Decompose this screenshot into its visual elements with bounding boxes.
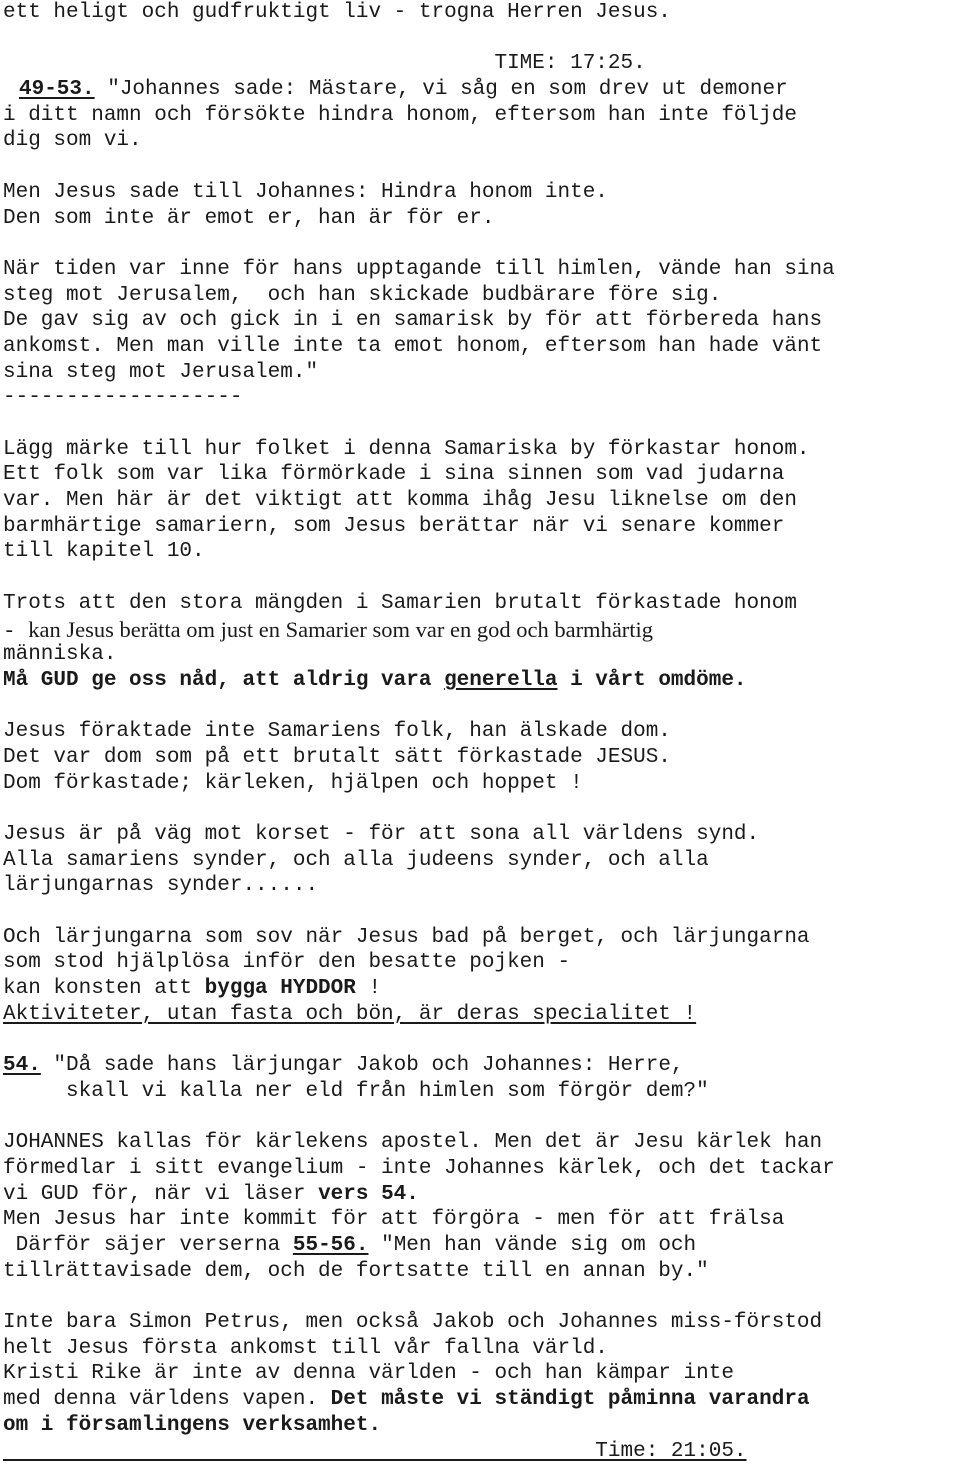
separator: ------------------- <box>3 385 958 411</box>
text-line: Kristi Rike är inte av denna världen - och han kämpar inte <box>3 1361 958 1387</box>
text-line: Och lärjungarna som sov när Jesus bad på berget, och lärjungarna <box>3 925 958 951</box>
verse-text: "Johannes sade: Mästare, vi såg en som drev ut demoner <box>95 78 788 101</box>
text-line <box>3 334 958 360</box>
verse-ref: 54. <box>3 1054 41 1077</box>
text-segment: Må GUD ge oss nåd, att aldrig vara <box>3 669 444 692</box>
text-line: helt Jesus första ankomst till vår fallna värld. <box>3 1336 958 1362</box>
text-segment: Men här är det viktigt att komma ihåg Jesu liknelse om den <box>53 489 797 512</box>
text-segment: - <box>3 621 28 644</box>
text-line: sina steg mot Jerusalem." <box>3 360 958 386</box>
text-line: skall vi kalla ner eld från himlen som förgör dem?" <box>3 1079 958 1105</box>
text-line: steg mot Jerusalem, och han skickade budbärare före sig. <box>3 283 958 309</box>
time-label: Time: 21:05. <box>3 1440 747 1463</box>
text-line: Men Jesus har inte kommit för att förgöra - men för att frälsa <box>3 1207 958 1233</box>
text-line: Alla samariens synder, och alla judeens synder, och alla <box>3 848 958 874</box>
text-line: tillrättavisade dem, och de fortsatte till en annan by." <box>3 1259 958 1285</box>
text-line: Trots att den stora mängden i Samarien brutalt förkastade honom <box>3 591 958 617</box>
text-line: barmhärtige samariern, som Jesus berättar när vi senare kommer <box>3 514 958 540</box>
text-segment: kan konsten att <box>3 977 205 1000</box>
text-line: dig som vi. <box>3 128 958 154</box>
text-line: Dom förkastade; kärleken, hjälpen och hoppet ! <box>3 771 958 797</box>
text-line: Lägg märke till hur folket i denna Samariska by förkastar honom. <box>3 437 958 463</box>
text-line: i ditt namn och försökte hindra honom, eftersom han inte följde <box>3 103 958 129</box>
text-line: Inte bara Simon Petrus, men också Jakob och Johannes miss-förstod <box>3 1310 958 1336</box>
text-line: Jesus är på väg mot korset - för att sona all världens synd. <box>3 822 958 848</box>
text-segment: Men det är Jesu kärlek han <box>482 1131 822 1154</box>
text-segment: Därför säjer verserna <box>3 1234 293 1257</box>
text-segment: med denna världens vapen. <box>3 1388 318 1411</box>
verse-text: "Då sade hans lärjungar Jakob och Johannes: Herre, <box>41 1054 684 1077</box>
text-segment: JOHANNES kallas för kärlekens apostel. <box>3 1131 482 1154</box>
text-segment: i vårt omdöme. <box>558 669 747 692</box>
text-line <box>3 1233 958 1259</box>
text-line: om i församlingens verksamhet. <box>3 1413 958 1439</box>
text-line <box>3 1130 958 1156</box>
text-line <box>3 488 958 514</box>
bold-text: vers 54. <box>318 1183 419 1206</box>
text-line: De gav sig av och gick in i en samarisk by för att förbereda hans <box>3 308 958 334</box>
emphasis-line <box>3 668 958 694</box>
text-line <box>3 976 958 1002</box>
verse-ref: 55-56. <box>293 1234 369 1257</box>
text-line: Ett folk som var lika förmörkade i sina sinnen som vad judarna <box>3 462 958 488</box>
underlined-word: generella <box>444 669 557 692</box>
text-line <box>3 617 958 643</box>
bold-text: bygga HYDDOR <box>205 977 356 1000</box>
text-line: ett heligt och gudfruktigt liv - trogna Herren Jesus. <box>3 0 958 26</box>
text-segment: var. <box>3 489 53 512</box>
text-segment: kan Jesus berätta om just en Samarier som var en god och barmhärtig <box>28 617 653 642</box>
text-line: Det var dom som på ett brutalt sätt förkastade JESUS. <box>3 745 958 771</box>
verse-line <box>3 77 958 103</box>
verse-line <box>3 1053 958 1079</box>
text-line: Men Jesus sade till Johannes: Hindra honom inte. <box>3 180 958 206</box>
bold-text: Det måste vi ständigt påminna varandra <box>318 1388 809 1411</box>
text-segment: ! <box>356 977 381 1000</box>
text-line: som stod hjälplösa inför den besatte pojken - <box>3 950 958 976</box>
document-page <box>3 0 958 1464</box>
text-line <box>3 1387 958 1413</box>
text-segment: vi GUD för, när vi läser <box>3 1183 318 1206</box>
text-line: lärjungarnas synder...... <box>3 873 958 899</box>
text-line: till kapitel 10. <box>3 539 958 565</box>
text-line: Jesus föraktade inte Samariens folk, han älskade dom. <box>3 719 958 745</box>
text-segment: "Men han vände sig om och <box>368 1234 696 1257</box>
text-segment: Men man ville inte ta emot honom, eftersom han hade vänt <box>104 335 822 358</box>
time-stamp: TIME: 17:25. <box>3 51 958 77</box>
time-stamp <box>3 1439 958 1464</box>
text-line <box>3 1182 958 1208</box>
text-line: människa. <box>3 642 958 668</box>
text-segment: ankomst. <box>3 335 104 358</box>
text-line: förmedlar i sitt evangelium - inte Johannes kärlek, och det tackar <box>3 1156 958 1182</box>
text-line: Den som inte är emot er, han är för er. <box>3 206 958 232</box>
text-line: När tiden var inne för hans upptagande till himlen, vände han sina <box>3 257 958 283</box>
underlined-line: Aktiviteter, utan fasta och bön, är deras specialitet ! <box>3 1002 958 1028</box>
verse-ref: 49-53. <box>19 78 95 101</box>
